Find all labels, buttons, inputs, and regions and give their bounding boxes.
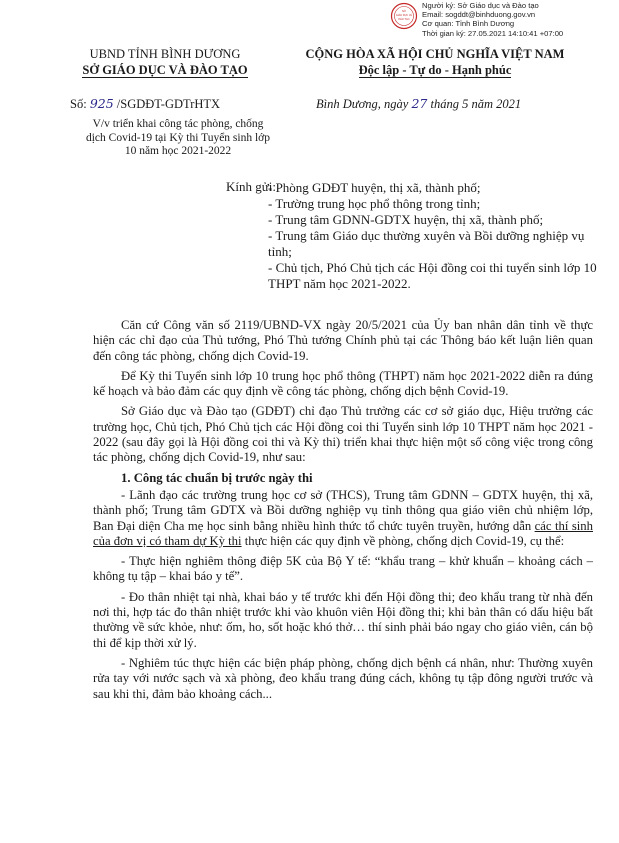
national-title: CỘNG HÒA XÃ HỘI CHỦ NGHĨA VIỆT NAM: [305, 47, 565, 61]
email-line: Email: sogddt@binhduong.gov.vn: [422, 10, 536, 20]
issuer-authority: UBND TỈNH BÌNH DƯƠNG: [89, 47, 241, 61]
issuer-department: SỞ GIÁO DỤC VÀ ĐÀO TẠO: [82, 63, 248, 77]
svg-text:ĐÀO TẠO: ĐÀO TẠO: [398, 18, 410, 21]
underlined-phrase: các thí sinh của đơn vị có tham dự Kỳ thi: [93, 518, 593, 548]
paragraph: - Nghiêm túc thực hiện các biện pháp phòng, chống dịch bệnh cá nhân, như: Thường xuyên rửa tay với nước sạch và xà phòng, đeo khẩu trang đúng cách, không tụ tập đông người trước và sau khi thi, đảm bảo khoảng cách...: [93, 655, 593, 701]
time-line: Thời gian ký: 27.05.2021 14:10:41 +07:00: [422, 28, 564, 38]
issuer-block: [66, 46, 264, 78]
paragraph: Căn cứ Công văn số 2119/UBND-VX ngày 20/5/2021 của Ủy ban nhân dân tỉnh về thực hiện các chỉ đạo của Thủ tướng, Phó Thủ tướng Chính phủ tại các Thông báo kết luận liên quan đến công tác phòng, chống dịch Covid-19.: [93, 318, 593, 363]
recipients-list: [268, 180, 610, 292]
recipients-label: Kính gửi:: [226, 179, 277, 194]
digital-signature-info: [422, 1, 617, 38]
document-number: Số: 925 /SGDĐT-GDTrHTX: [70, 96, 221, 111]
recipient-item: - Trung tâm Giáo dục thường xuyên và Bồi dưỡng nghiệp vụ tỉnh;: [268, 228, 585, 259]
place-date: Bình Dương, ngày 27 tháng 5 năm 2021: [316, 96, 522, 111]
national-motto: Độc lập - Tự do - Hạnh phúc: [358, 63, 512, 77]
recipient-item: - Trường trung học phổ thông trong tỉnh;: [268, 196, 481, 211]
svg-text:SỞ: SỞ: [401, 10, 407, 13]
official-seal-icon: [390, 2, 418, 30]
paragraph: - Đo thân nhiệt tại nhà, khai báo y tế trước khi đến Hội đồng thi; đeo khẩu trang từ nhà đến nơi thi, hợp tác đo thân nhiệt trước khi vào khuôn viên Hội đồng thi; khi bản thân có dấu hiệu bất thường về sức khỏe, như: ốm, ho, sốt hoặc khó thở… thí sinh phải báo ngay cho giáo viên, cán bộ thi để kịp thời xử lý.: [93, 589, 593, 650]
paragraph: Sở Giáo dục và Đào tạo (GDĐT) chỉ đạo Thủ trưởng các cơ sở giáo dục, Hiệu trưởng các trường học, Chủ tịch, Phó Chủ tịch các Hội đồng coi thi Tuyển sinh lớp 10 THPT năm học 2021 - 2022 (sau đây gọi là Hội đồng coi thi và Kỳ thi) triển khai thực hiện một số công việc trong công tác phòng, chống dịch Covid-19, như sau:: [93, 404, 593, 465]
national-motto-block: [276, 46, 594, 78]
recipient-item: - Phòng GDĐT huyện, thị xã, thành phố;: [268, 180, 481, 195]
paragraph: - Lãnh đạo các trường trung học cơ sở (THCS), Trung tâm GDNN – GDTX huyện, thị xã, thành phố; Trung tâm GDTX và Bồi dưỡng nghiệp vụ tỉnh thông qua giáo viên chủ nhiệm lớp, Ban Đại diện Cha mẹ học sinh bằng nhiều hình thức tổ chức tuyên truyền, hướng dẫn các thí sinh của đơn vị có tham dự Kỳ thi thực hiện các quy định về phòng, chống dịch Covid-19, cụ thể:: [93, 487, 593, 548]
recipient-item: - Chủ tịch, Phó Chủ tịch các Hội đồng coi thi tuyển sinh lớp 10 THPT năm học 2021-2022.: [268, 260, 597, 291]
svg-text:GIÁO DỤC VÀ: GIÁO DỤC VÀ: [396, 14, 412, 17]
handwritten-day: 27: [411, 96, 428, 111]
section-heading: 1. Công tác chuẩn bị trước ngày thi: [121, 470, 313, 485]
org-line: Cơ quan: Tỉnh Bình Dương: [422, 19, 515, 29]
paragraph: - Thực hiện nghiêm thông điệp 5K của Bộ Y tế: “khẩu trang – khử khuẩn – khoảng cách – không tụ tập – khai báo y tế”.: [93, 554, 593, 584]
document-subject: V/v triển khai công tác phòng, chống dịch Covid-19 tại Kỳ thi Tuyển sinh lớp 10 năm học 2021-2022: [85, 118, 271, 157]
recipient-item: - Trung tâm GDNN-GDTX huyện, thị xã, thành phố;: [268, 212, 544, 227]
handwritten-number: 925: [89, 96, 114, 111]
signer-line: Người ký: Sở Giáo dục và Đào tạo: [422, 1, 539, 10]
document-body: [93, 318, 593, 707]
paragraph: Để Kỳ thi Tuyển sinh lớp 10 trung học phổ thông (THPT) năm học 2021-2022 diễn ra đúng kế hoạch và bảo đảm các quy định về công tác phòng, chống dịch bệnh Covid-19.: [93, 368, 593, 399]
